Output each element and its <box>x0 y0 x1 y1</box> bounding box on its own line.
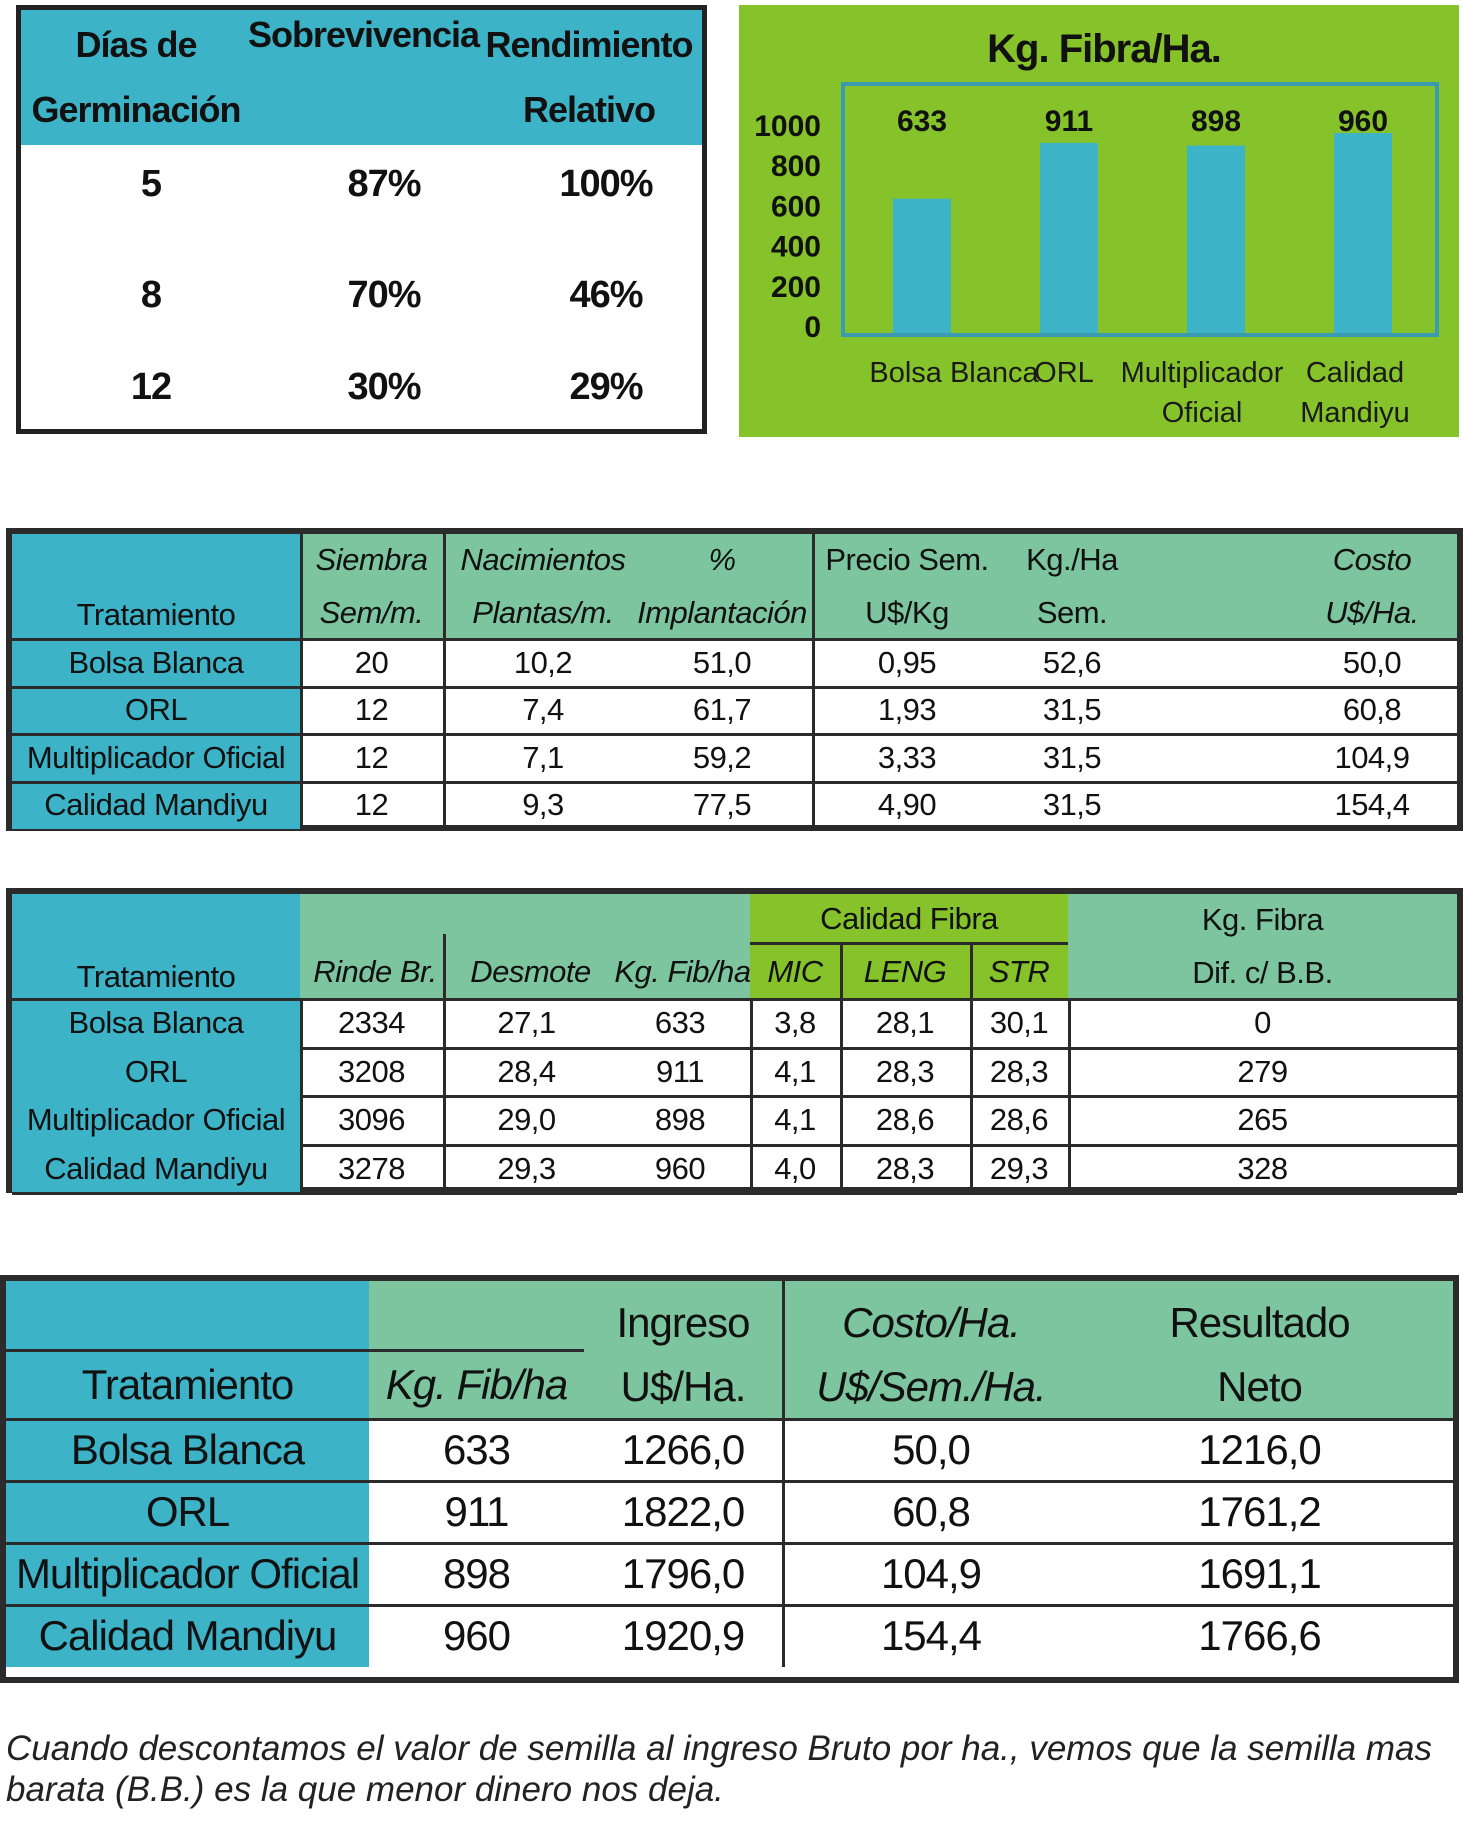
cell: 1761,2 <box>1198 1488 1321 1535</box>
cell: 0,95 <box>877 644 937 680</box>
header-line: U$/Kg <box>865 594 949 630</box>
germination-table <box>16 5 707 434</box>
chart-title: Kg. Fibra/Ha. <box>987 27 1221 71</box>
cell: 28,6 <box>875 1102 935 1138</box>
x-tick-label: Multiplicador <box>1120 357 1284 389</box>
caption-text: Cuando descontamos el valor de semilla al ingreso Bruto por ha., vemos que la semilla mas barata (B.B.) es la que menor dinero nos deja. <box>6 1729 1432 1809</box>
header-line: Resultado <box>1169 1299 1350 1346</box>
bar <box>893 199 951 333</box>
seeding-cost-table <box>6 528 1463 831</box>
cell: 100% <box>559 163 653 205</box>
cell: 1920,9 <box>621 1612 745 1659</box>
cell: 20 <box>354 644 389 680</box>
cell: 8 <box>140 274 162 316</box>
cell: 10,2 <box>513 644 573 680</box>
cell: 46% <box>569 274 643 316</box>
cell: 633 <box>442 1426 511 1473</box>
cell: 50,0 <box>892 1426 970 1473</box>
chart-svg <box>739 5 1459 437</box>
fiber-yield-chart <box>739 5 1459 437</box>
cell: 30% <box>347 366 421 408</box>
divider <box>12 733 1457 736</box>
header-rendimiento <box>476 10 702 145</box>
cell: 1,93 <box>877 692 937 728</box>
cell: 898 <box>442 1550 511 1597</box>
y-tick-label: 800 <box>770 150 821 184</box>
header-resultado <box>1066 1291 1453 1419</box>
cell: 29,0 <box>497 1102 556 1138</box>
divider <box>12 998 1457 1001</box>
cell: 51,0 <box>692 644 752 680</box>
cell: 1822,0 <box>621 1488 745 1535</box>
cell: 4,90 <box>877 787 937 823</box>
divider <box>12 686 1457 689</box>
header-mic: MIC <box>767 953 823 989</box>
cell: 279 <box>1237 1053 1288 1089</box>
header-costo <box>782 1291 1080 1419</box>
data-label: 633 <box>896 105 948 138</box>
header-implantacion <box>622 534 822 639</box>
cell: 61,7 <box>692 692 752 728</box>
header-ingreso <box>584 1291 782 1419</box>
divider <box>12 781 1457 784</box>
divider <box>12 1192 1457 1195</box>
header-line: % <box>708 542 736 578</box>
divider <box>300 1047 1457 1050</box>
cell: 12 <box>130 366 172 408</box>
header-tratamiento: Tratamiento <box>81 1361 294 1408</box>
treatment-name: Bolsa Blanca <box>70 1426 305 1473</box>
cell: 28,3 <box>875 1150 935 1186</box>
y-tick-label: 1000 <box>754 110 821 143</box>
cell: 0 <box>1254 1005 1271 1041</box>
cell: 59,2 <box>692 739 752 775</box>
table-row <box>21 358 702 418</box>
divider <box>12 638 1457 641</box>
treatment-name: ORL <box>145 1488 230 1535</box>
y-tick-label: 0 <box>804 311 821 344</box>
table-row <box>21 266 702 326</box>
cell: 31,5 <box>1042 692 1102 728</box>
divider <box>443 934 446 999</box>
cell: 27,1 <box>497 1005 556 1041</box>
treatment-name: ORL <box>124 692 188 728</box>
cell: 104,9 <box>880 1550 982 1597</box>
y-tick-label: 200 <box>770 270 821 304</box>
cell: 1691,1 <box>1198 1550 1321 1597</box>
cell: 3,33 <box>877 739 937 775</box>
treatment-name: Multiplicador Oficial <box>26 1102 286 1138</box>
cell: 31,5 <box>1042 739 1102 775</box>
divider <box>6 1349 584 1352</box>
cell: 9,3 <box>522 787 564 823</box>
header-line: Neto <box>1217 1363 1302 1410</box>
cell: 28,1 <box>875 1005 935 1041</box>
header-line: Siembra <box>315 542 428 578</box>
data-label: 960 <box>1337 105 1389 138</box>
cell: 87% <box>347 163 421 205</box>
cell: 154,4 <box>1334 787 1410 823</box>
y-tick-label: 400 <box>770 230 821 264</box>
header-line: Plantas/m. <box>472 594 614 630</box>
cell: 960 <box>442 1612 511 1659</box>
header-line: Días de <box>75 23 197 65</box>
x-tick-label: Mandiyu <box>1300 397 1410 429</box>
treatment-name: Multiplicador Oficial <box>15 1550 360 1597</box>
header-kgha <box>992 534 1152 639</box>
cell: 960 <box>654 1150 706 1186</box>
divider <box>300 534 303 829</box>
cell: 1766,6 <box>1198 1612 1321 1659</box>
cell: 104,9 <box>1334 739 1410 775</box>
cell: 28,3 <box>989 1053 1049 1089</box>
header-dias-germinacion <box>21 10 251 145</box>
cell: 70% <box>347 274 421 316</box>
header-line: Germinación <box>31 89 241 131</box>
header-tratamiento: Tratamiento <box>76 597 236 632</box>
y-tick-label: 600 <box>770 190 821 224</box>
data-label: 898 <box>1190 105 1242 138</box>
header-line: Precio Sem. <box>825 542 989 578</box>
cell: 898 <box>654 1102 706 1138</box>
x-tick-label: Calidad <box>1305 357 1405 389</box>
cell: 4,0 <box>774 1150 816 1186</box>
cell: 28,4 <box>497 1053 556 1089</box>
header-line: Costo <box>1332 542 1412 578</box>
treatment-name: Bolsa Blanca <box>68 644 244 680</box>
header-costo <box>1287 534 1457 639</box>
divider <box>750 942 1068 945</box>
cell: 265 <box>1237 1102 1288 1138</box>
cell: 1266,0 <box>621 1426 745 1473</box>
cell: 77,5 <box>692 787 752 823</box>
divider <box>6 1480 1453 1483</box>
header-line: Sem/m. <box>319 594 424 630</box>
header-line: Implantación <box>637 594 807 630</box>
treatment-name: Bolsa Blanca <box>68 1005 244 1041</box>
header-line: U$/Sem./Ha. <box>816 1363 1046 1410</box>
header-line: Sobrevivencia <box>247 14 480 55</box>
header-line: Relativo <box>522 89 656 131</box>
header-line: Sem. <box>1036 594 1108 630</box>
cell: 3096 <box>338 1102 405 1138</box>
divider <box>6 1604 1453 1607</box>
header-rinde: Rinde Br. <box>313 953 437 989</box>
cell: 3,8 <box>774 1005 816 1041</box>
header-str: STR <box>988 953 1050 989</box>
cell: 3208 <box>338 1053 405 1089</box>
divider <box>300 999 303 1193</box>
treatment-name: Calidad Mandiyu <box>44 1150 268 1186</box>
cell: 1796,0 <box>621 1550 745 1597</box>
bar <box>1187 146 1245 333</box>
cell: 7,1 <box>522 739 564 775</box>
cell: 60,8 <box>1342 692 1402 728</box>
header-kgfib: Kg. Fib/ha <box>614 953 751 989</box>
x-tick-label: Bolsa Blanca <box>869 357 1039 389</box>
cell: 29% <box>569 366 643 408</box>
divider <box>750 999 753 1193</box>
treatment-name: Calidad Mandiyu <box>44 787 268 823</box>
header-calidad-fibra: Calidad Fibra <box>820 901 998 936</box>
header-leng: LENG <box>863 953 947 989</box>
bar <box>1040 143 1098 333</box>
cell: 28,3 <box>875 1053 935 1089</box>
cell: 12 <box>354 692 389 728</box>
cell: 911 <box>656 1053 704 1089</box>
cell: 1216,0 <box>1198 1426 1321 1473</box>
net-result-table <box>0 1275 1459 1683</box>
divider <box>1068 999 1071 1193</box>
header-kgfib: Kg. Fib/ha <box>385 1361 568 1408</box>
header-line: Kg. Fibra <box>1201 902 1324 938</box>
header-dif <box>1068 894 1457 999</box>
divider <box>443 999 446 1193</box>
divider <box>6 1418 1453 1421</box>
cell: 29,3 <box>989 1150 1049 1186</box>
header-line: Costo/Ha. <box>842 1299 1020 1346</box>
header-sobrevivencia <box>247 10 480 145</box>
cell: 12 <box>354 787 389 823</box>
treatment-name: ORL <box>124 1053 188 1089</box>
cell: 4,1 <box>774 1102 816 1138</box>
header-tratamiento: Tratamiento <box>76 959 236 994</box>
cell: 911 <box>444 1488 509 1535</box>
data-label: 911 <box>1044 105 1094 138</box>
cell: 5 <box>140 163 162 205</box>
cell: 28,6 <box>989 1102 1049 1138</box>
header-line: U$/Ha. <box>1325 594 1419 630</box>
cell: 29,3 <box>497 1150 556 1186</box>
cell: 60,8 <box>892 1488 970 1535</box>
header-line: Ingreso <box>616 1299 750 1346</box>
divider <box>300 1144 1457 1147</box>
treatment-name: Calidad Mandiyu <box>38 1612 337 1659</box>
x-tick-label: Oficial <box>1161 397 1243 429</box>
cell: 30,1 <box>989 1005 1049 1041</box>
cell: 7,4 <box>522 692 564 728</box>
header-line: Kg./Ha <box>1026 542 1118 578</box>
header-nacimientos <box>443 534 643 639</box>
cell: 52,6 <box>1042 644 1102 680</box>
cell: 328 <box>1237 1150 1288 1186</box>
header-desmote: Desmote <box>470 953 591 989</box>
header-line: Nacimientos <box>460 542 626 578</box>
cell: 4,1 <box>774 1053 816 1089</box>
cell: 50,0 <box>1342 644 1402 680</box>
divider <box>6 1542 1453 1545</box>
cell: 633 <box>654 1005 706 1041</box>
divider <box>443 534 446 829</box>
bar <box>1334 133 1392 333</box>
divider <box>300 1095 1457 1098</box>
cell: 154,4 <box>880 1612 982 1659</box>
treatment-name: Multiplicador Oficial <box>26 739 286 775</box>
header-line: U$/Ha. <box>620 1363 746 1410</box>
header-siembra <box>300 534 443 639</box>
cell: 3278 <box>338 1150 405 1186</box>
table-row <box>21 155 702 215</box>
cell: 31,5 <box>1042 787 1102 823</box>
header-line: Rendimiento <box>485 23 693 65</box>
fiber-quality-table <box>6 888 1463 1193</box>
header-precio <box>812 534 1002 639</box>
x-tick-label: ORL <box>1034 357 1094 389</box>
divider <box>812 534 815 829</box>
cell: 12 <box>354 739 389 775</box>
cell: 2334 <box>338 1005 405 1041</box>
header-line: Dif. c/ B.B. <box>1192 954 1333 990</box>
